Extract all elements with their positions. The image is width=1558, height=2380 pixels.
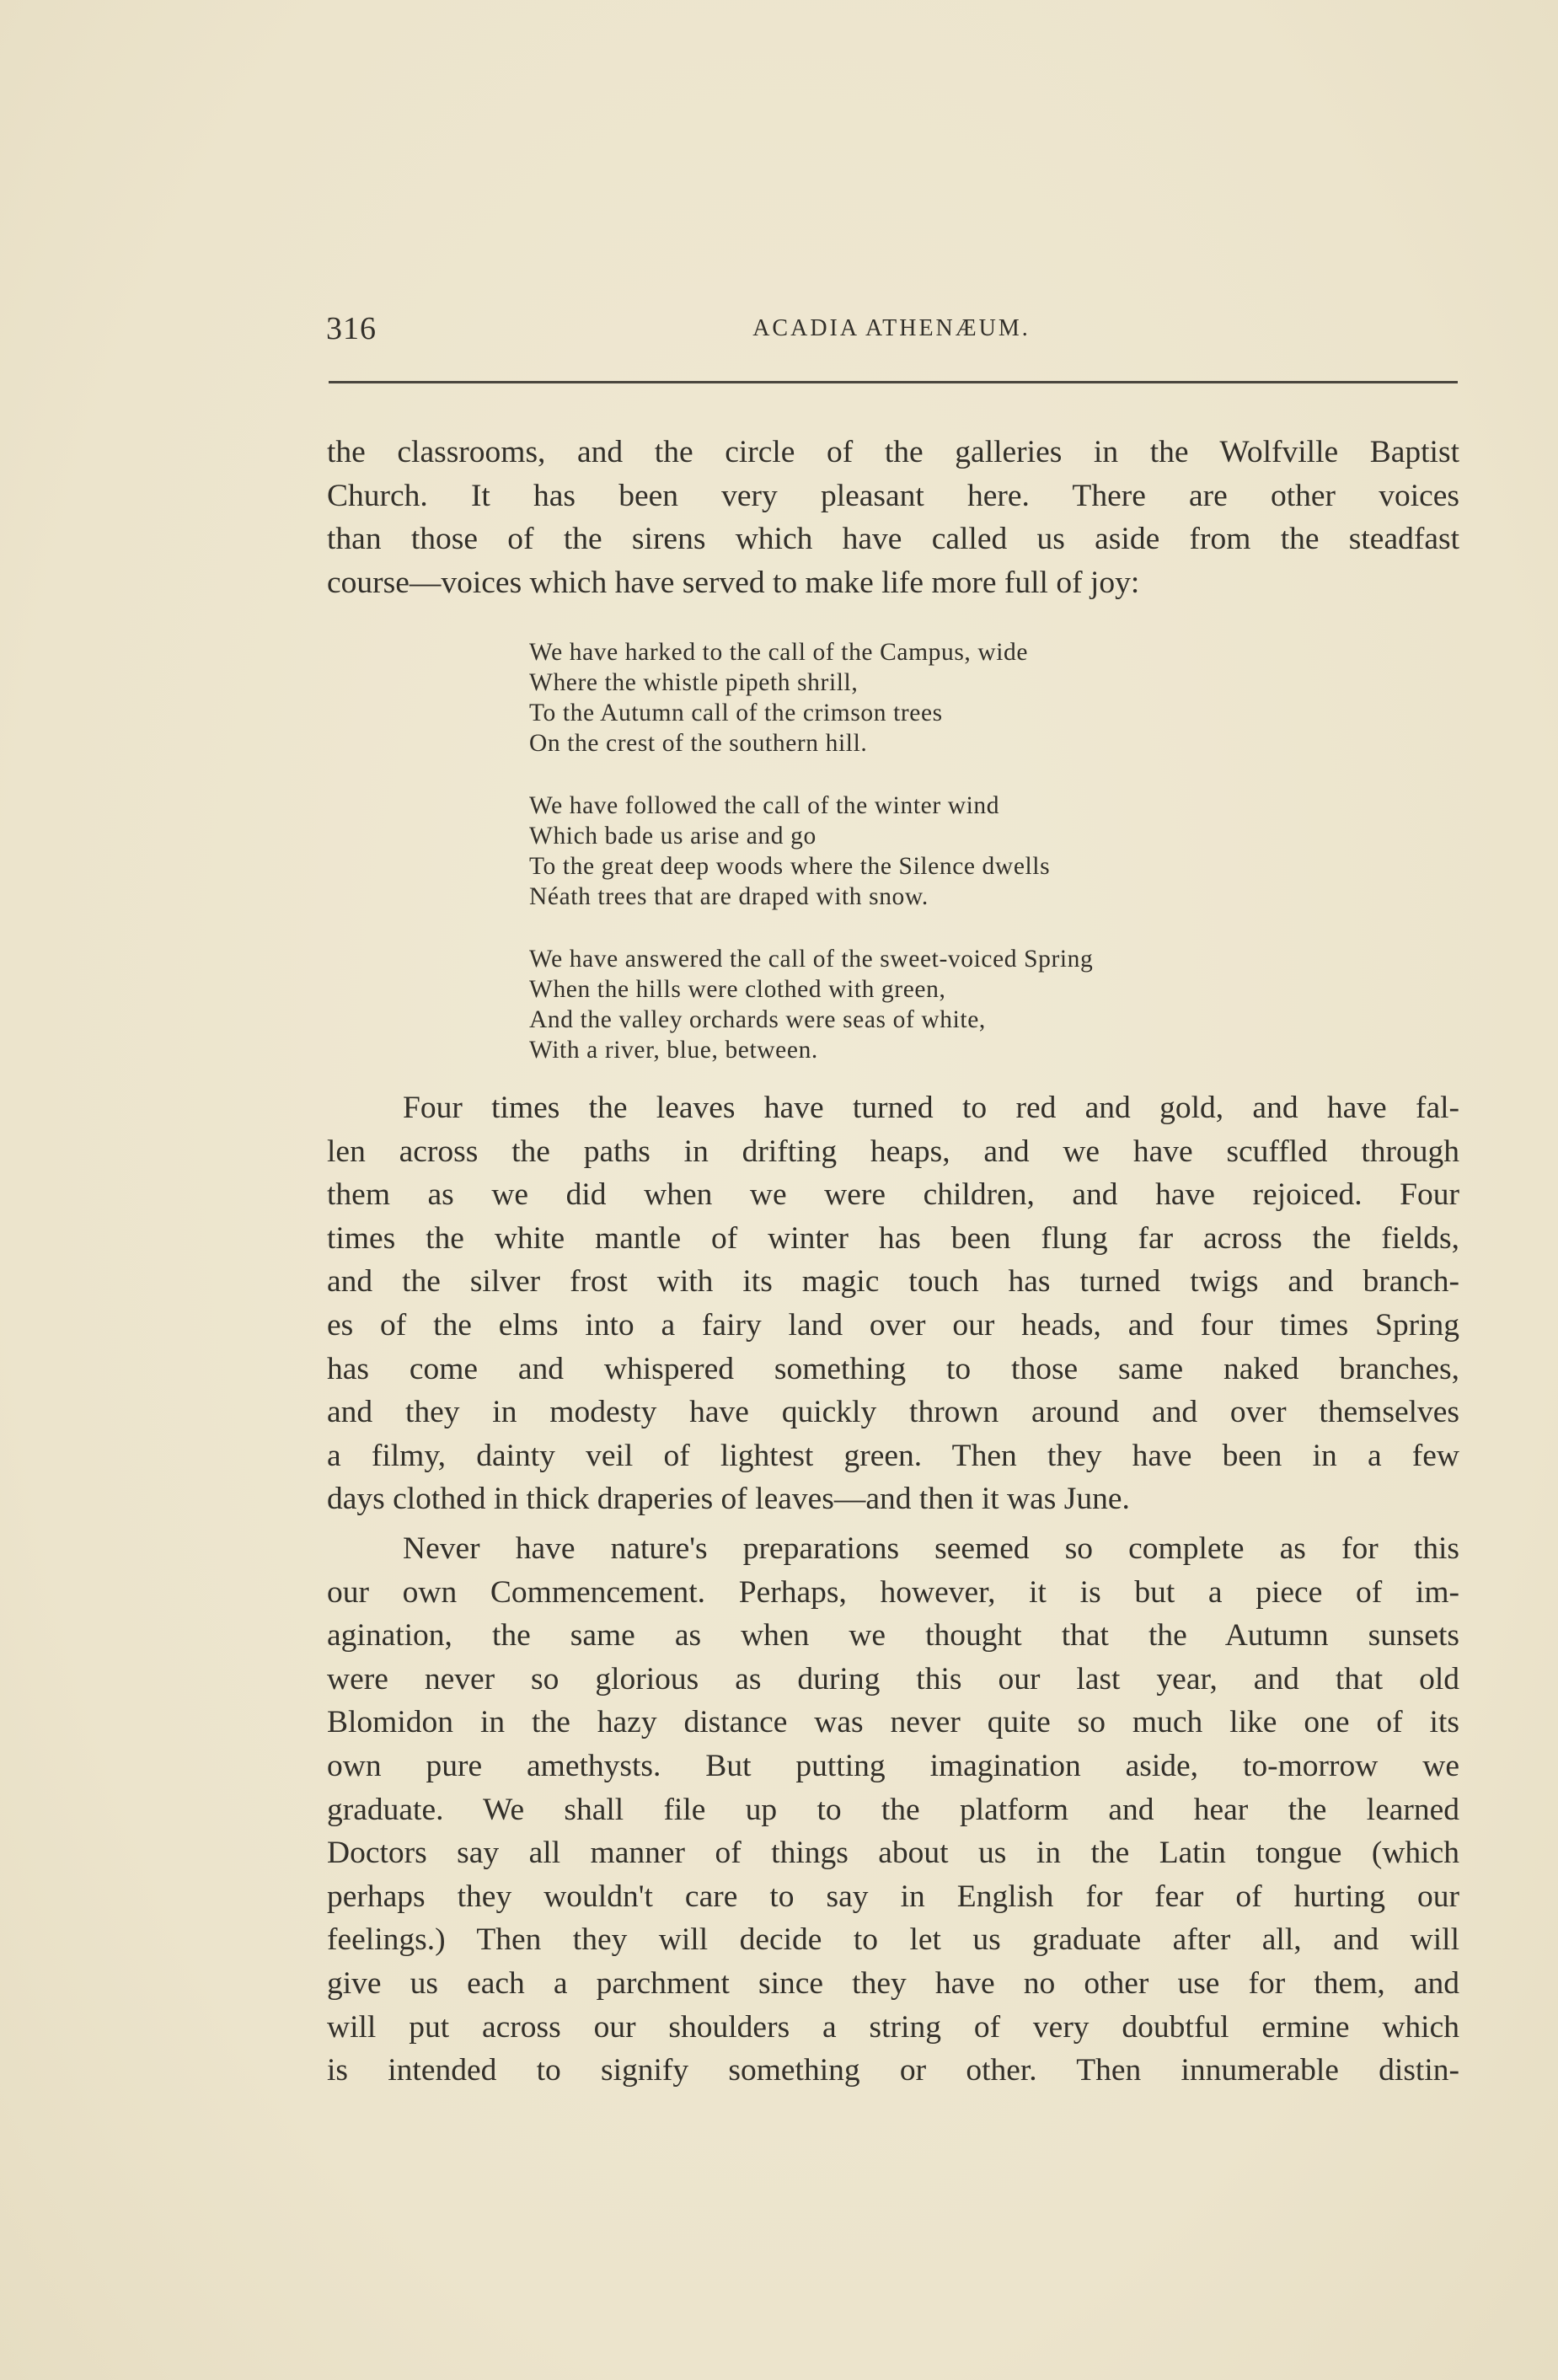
text-line: will put across our shoulders a string of very doubtful ermine which (327, 2009, 1459, 2045)
text-line: course—voices which have served to make life more full of joy: (327, 565, 1140, 600)
text-line: Blomidon in the hazy distance was never quite so much like one of its (327, 1705, 1459, 1740)
verse-line: Néath trees that are draped with snow. (529, 883, 929, 910)
running-head: ACADIA ATHENÆUM. (752, 315, 1031, 341)
poem-stanza-3 (529, 944, 1372, 1065)
text-line: Four times the leaves have turned to red and gold, and have fal- (403, 1091, 1459, 1125)
text-line: len across the paths in drifting heaps, and we have scuffled through (327, 1134, 1459, 1169)
text-line: Doctors say all manner of things about us in the Latin tongue (which (327, 1836, 1459, 1871)
text-line: and they in modesty have quickly thrown around and over themselves (327, 1395, 1459, 1430)
verse-line: To the great deep woods where the Silence dwells (529, 853, 1051, 880)
verse-line: To the Autumn call of the crimson trees (529, 700, 943, 726)
verse-line: We have followed the call of the winter wind (529, 792, 1000, 819)
text-line: Church. It has been very pleasant here. There are other voices (327, 478, 1459, 513)
page-header (326, 310, 1457, 352)
verse-line: And the valley orchards were seas of white, (529, 1006, 986, 1033)
text-line: own pure amethysts. But putting imagination aside, to-morrow we (327, 1748, 1459, 1783)
page-number: 316 (326, 311, 377, 346)
verse-line: We have answered the call of the sweet-voiced Spring (529, 946, 1094, 973)
poem-stanza-2 (529, 791, 1372, 912)
text-line: than those of the sirens which have called us aside from the steadfast (327, 522, 1459, 557)
text-line: them as we did when we were children, and have rejoiced. Four (327, 1177, 1459, 1213)
text-line: agination, the same as when we thought that the Autumn sunsets (327, 1618, 1459, 1654)
poem-stanza-1 (529, 637, 1372, 758)
text-line: is intended to signify something or other. Then innumerable distin- (327, 2053, 1459, 2088)
verse-line: When the hills were clothed with green, (529, 976, 946, 1003)
paragraph-1 (327, 431, 1459, 604)
header-rule (329, 381, 1458, 383)
text-line: were never so glorious as during this our last year, and that old (327, 1661, 1459, 1697)
text-line: a filmy, dainty veil of lightest green. Then they have been in a few (327, 1438, 1459, 1473)
text-line: has come and whispered something to those same naked branches, (327, 1351, 1459, 1386)
verse-line: On the crest of the southern hill. (529, 730, 868, 757)
text-line: give us each a parchment since they have no other use for them, and (327, 1965, 1459, 2001)
text-line: perhaps they wouldn't care to say in English for fear of hurting our (327, 1879, 1459, 1914)
text-line: and the silver frost with its magic touch has turned twigs and branch- (327, 1264, 1459, 1300)
text-line: our own Commencement. Perhaps, however, it is but a piece of im- (327, 1574, 1459, 1610)
text-line: feelings.) Then they will decide to let us graduate after all, and will (327, 1922, 1459, 1958)
verse-line: We have harked to the call of the Campus, wide (529, 639, 1029, 666)
paragraph-2 (327, 1086, 1459, 1521)
text-line: times the white mantle of winter has been flung far across the fields, (327, 1220, 1459, 1256)
paragraph-3 (327, 1527, 1459, 2093)
text-line: the classrooms, and the circle of the galleries in the Wolfville Baptist (327, 435, 1459, 469)
text-line: graduate. We shall file up to the platform and hear the learned (327, 1792, 1459, 1827)
text-line: es of the elms into a fairy land over our heads, and four times Spring (327, 1307, 1459, 1343)
text-line: Never have nature's preparations seemed so complete as for this (403, 1531, 1459, 1566)
text-line: days clothed in thick draperies of leaves—and then it was June. (327, 1482, 1130, 1517)
verse-line: With a river, blue, between. (529, 1037, 818, 1064)
verse-line: Which bade us arise and go (529, 823, 816, 850)
verse-line: Where the whistle pipeth shrill, (529, 669, 859, 696)
